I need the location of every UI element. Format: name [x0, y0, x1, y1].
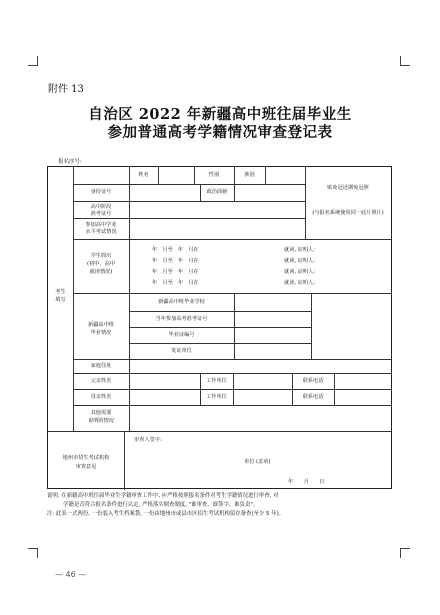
gender-label: 性别 [208, 172, 220, 178]
xj-label-2: 毕业情况 [90, 330, 112, 336]
exam-label-1: 参加高中学业 [85, 222, 117, 228]
reviewer-signature-label: 审查人签字: [134, 437, 162, 443]
review-label-1: 地州市招生考试机构 [62, 455, 110, 461]
crop-mark-top-right [400, 56, 410, 66]
history-row-1: 年 月至 年 月在 [152, 247, 199, 253]
xj-ticket-label: 当年参加高考准考证号 [155, 316, 208, 322]
photo-note-1: 贴免冠近期免冠照 [327, 185, 369, 191]
history-row-3: 年 月至 年 月在 [152, 269, 199, 275]
history-row-2: 年 月至 年 月在 [152, 258, 199, 264]
mother-phone-label: 联系电话 [302, 394, 324, 400]
photo-note-2: (与报名系统使用同一底片照片) [312, 210, 384, 216]
history-label-2: (初中、高中 [87, 261, 115, 267]
father-workplace-label: 工作单位 [206, 378, 227, 384]
form-notes [47, 492, 397, 519]
crop-mark-bottom-left [28, 548, 38, 558]
candidate-fill-label-2: 填写 [55, 297, 66, 303]
history-row-4-witness: 就读, 证明人: [284, 280, 315, 286]
name-label: 姓名 [138, 172, 149, 178]
history-row-3-witness: 就读, 证明人: [284, 269, 315, 275]
unit-seal-label: 单位 (盖章) [244, 459, 271, 465]
title-line-1: 自治区 2022 年新疆高中班往届毕业生 [88, 106, 352, 123]
xj-label-1: 新疆高中班 [88, 322, 114, 328]
politics-label: 政治面貌 [206, 189, 228, 195]
other-label-1: 其他需要 [90, 410, 112, 416]
address-label: 家庭住址 [90, 363, 112, 369]
history-label-1: 学生简历 [90, 253, 112, 259]
history-row-2-witness: 就读, 证明人: [284, 258, 315, 264]
review-label-2: 审查意见 [75, 464, 97, 470]
crop-mark-bottom-right [400, 548, 410, 558]
ethnicity-label: 族别 [244, 172, 255, 178]
registration-form-table [47, 166, 392, 489]
note-line-3: 注: 此表一式两份, 一份装入考生档案袋, 一份由地州市或县市区招生考试机构留存备查(至少 5 年)。 [47, 511, 285, 517]
note-line-2: 学籍是否符合报名条件进行认定, 严格落实倒查制度, "谁审查、谁签字、谁负责"。 [47, 502, 259, 508]
other-label-2: 说明的情况 [88, 418, 114, 424]
ticket-label-2: 准考证号 [90, 211, 112, 217]
history-row-4: 年 月至 年 月在 [152, 280, 199, 286]
father-label: 父亲姓名 [90, 378, 112, 384]
xj-school-label: 新疆高中班毕业学校 [158, 299, 205, 305]
review-date-label: 年 月 日 [288, 479, 325, 485]
page-number: — 46 — [55, 570, 87, 579]
mother-workplace-label: 工作单位 [206, 394, 227, 400]
crop-mark-top-left [28, 56, 38, 66]
history-label-3: 就读情况) [89, 269, 113, 275]
candidate-fill-label-1: 考生 [55, 289, 66, 295]
history-row-1-witness: 就读, 证明人: [284, 247, 315, 253]
father-phone-label: 联系电话 [302, 378, 324, 384]
xj-cert-label: 毕业证编号 [168, 332, 195, 338]
ticket-label-1: 高中阶段 [90, 204, 112, 210]
xj-issuer-label: 发证单位 [171, 348, 192, 354]
mother-label: 母亲姓名 [90, 394, 112, 400]
note-line-1: 说明: 在新疆高中班往届毕业生学籍审查工作中, 应严格按照报名条件对考生学籍情况进行审查, 对 [47, 493, 279, 499]
exam-label-2: 水平考试情况 [85, 229, 117, 235]
title-line-2: 参加普通高考学籍情况审查登记表 [107, 124, 333, 141]
idcard-label: 身份证号 [90, 189, 112, 195]
seq-label: 报名序号: [58, 159, 82, 165]
attachment-label: 附件 13 [48, 84, 84, 95]
